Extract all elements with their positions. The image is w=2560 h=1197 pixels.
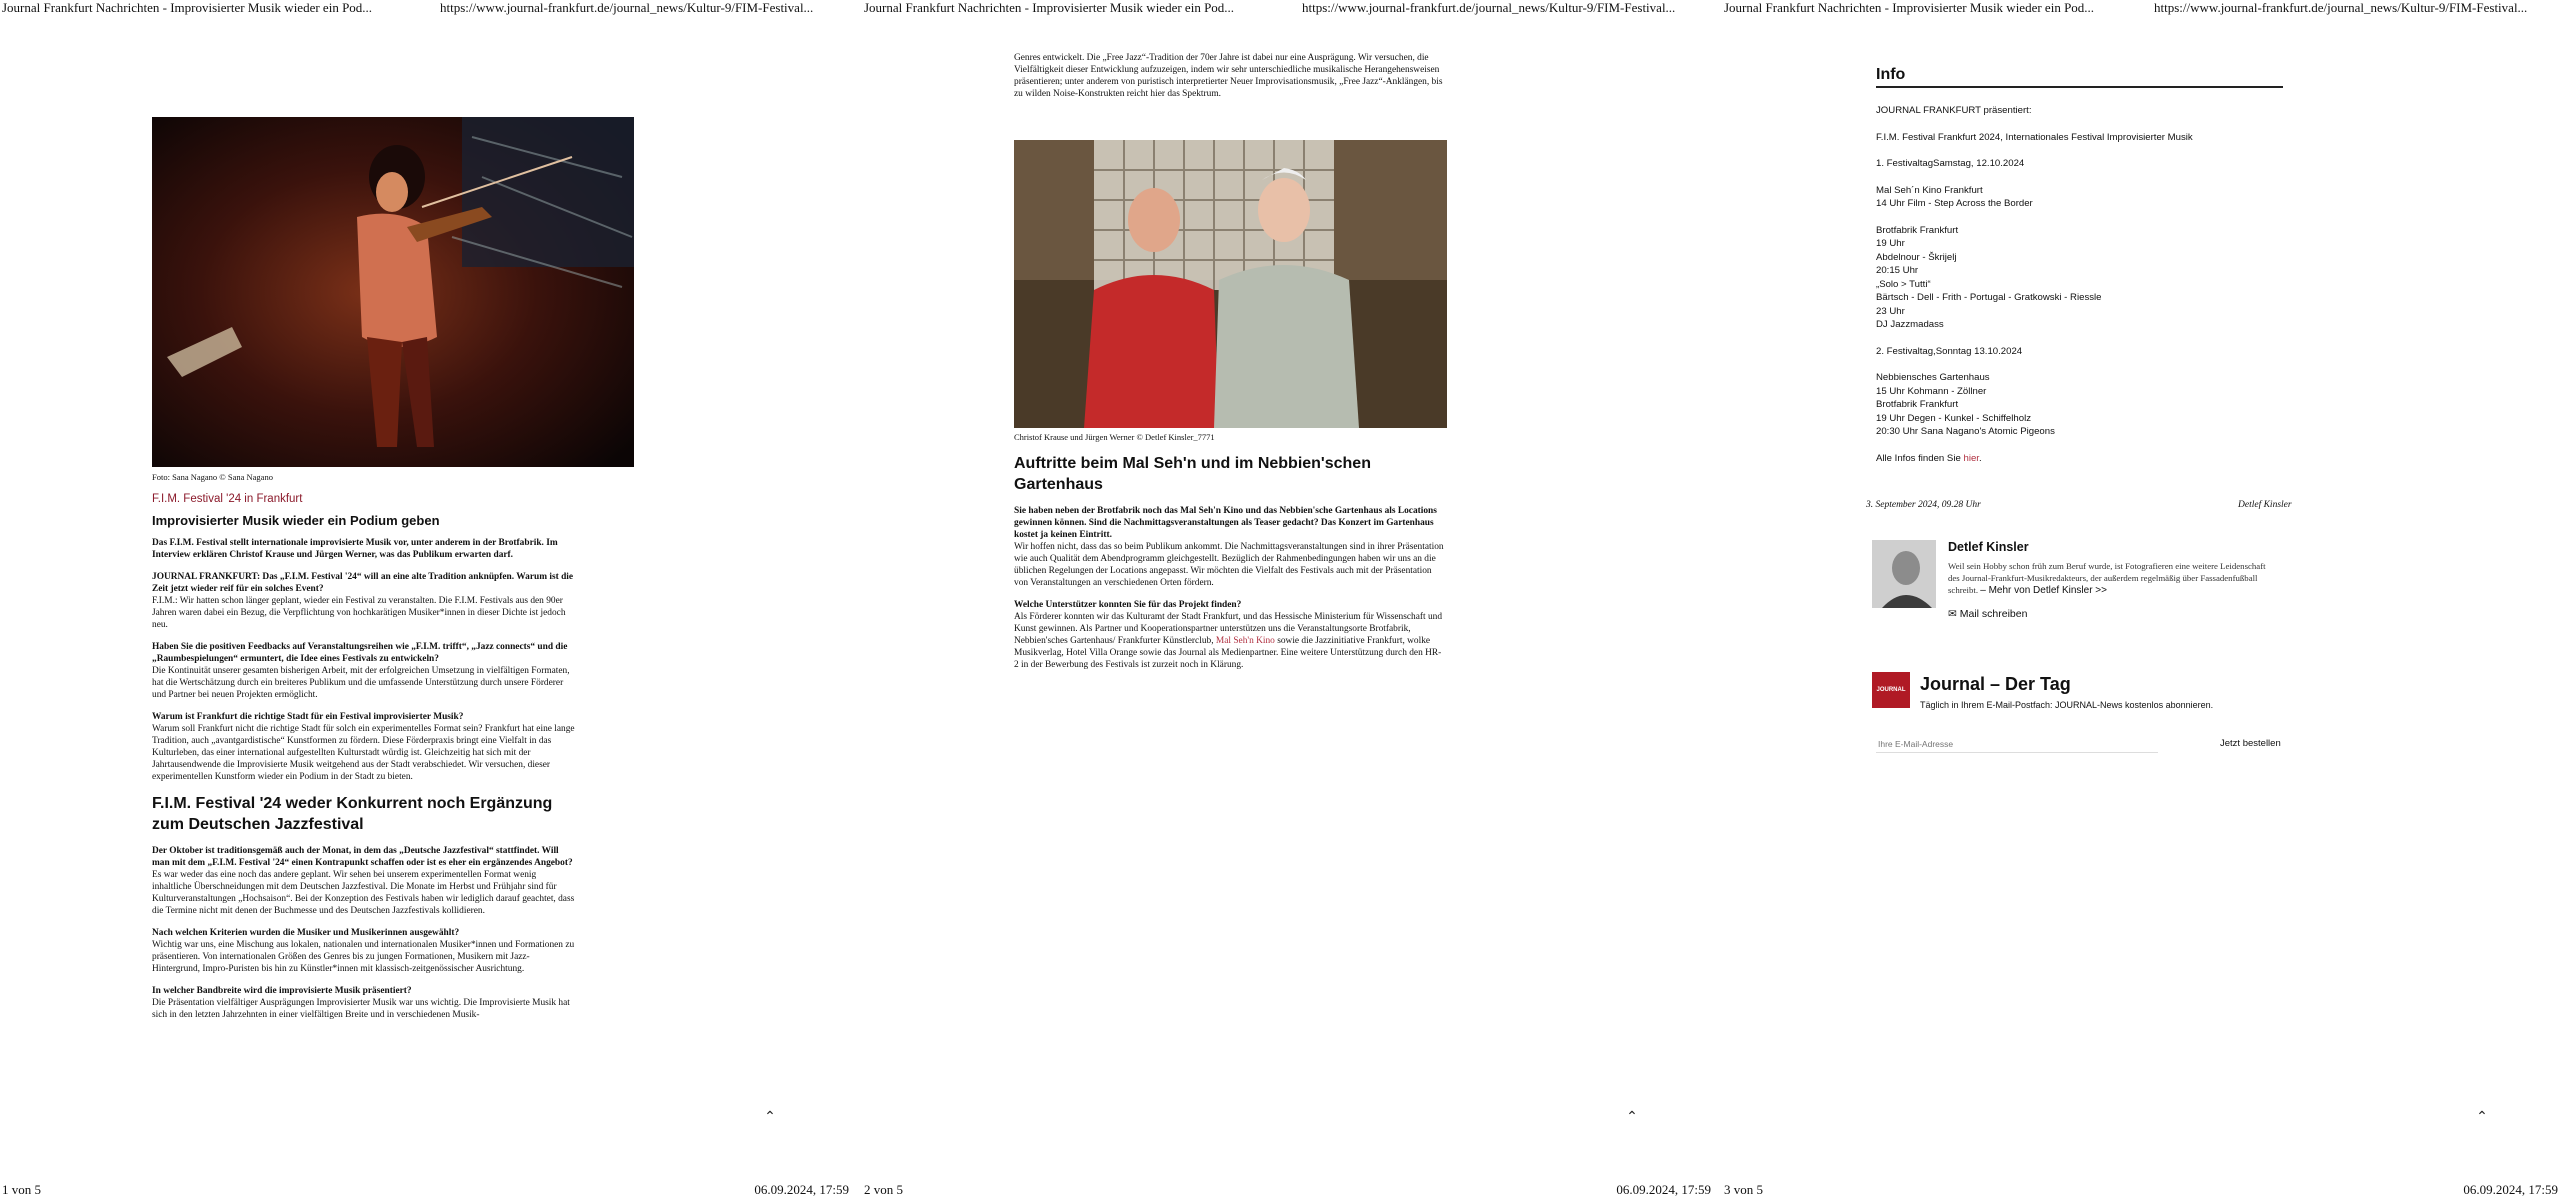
mal-sehn-kino-link[interactable]: Mal Seh'n Kino bbox=[1215, 636, 1275, 646]
print-page-1 bbox=[0, 0, 853, 1197]
info-block bbox=[1876, 184, 2296, 211]
newsletter-subtitle: Täglich in Ihrem E-Mail-Postfach: JOURNAL-News kostenlos abonnieren. bbox=[1920, 700, 2214, 710]
qa-block bbox=[152, 641, 577, 701]
answer: Warum soll Frankfurt nicht die richtige Stadt für solch ein experimentelles Format sein? Frankfurt hat eine lange Tradition, auch „avantgardistische“ Kunstformen zu fördern. Diese Förderpraxis bringt eine Vielfalt in das Kulturleben, das einer international aufgestellten Kulturstadt würdig ist. Gleichzeitig hat sich mit der Jahrtausendwende die Improvisierte Musik weitgehend aus der Stadt verabschiedet. Wir versuchen, dieser experimentellen Kunstform wieder ein Podium in der Stadt zu bieten. bbox=[152, 724, 575, 782]
print-date: 06.09.2024, 17:59 bbox=[754, 1182, 849, 1197]
article-photo-krause-werner bbox=[1014, 140, 1447, 428]
author-mail-label: Mail schreiben bbox=[1959, 608, 2028, 620]
info-box-title: Info bbox=[1876, 66, 1906, 83]
print-footer bbox=[862, 1182, 1715, 1197]
answer: Als Förderer konnten wir das Kulturamt der Stadt Frankfurt, und das Hessische Ministerium für Wissenschaft und Kunst gewinnen. Als Partner und Kooperationspartner unterstützen uns die Veranstaltungsorte Brotfabrik, Nebbien'sches Gartenhaus/ Frankfurter Künstlerclub, bbox=[1014, 612, 1443, 646]
print-header-title: Journal Frankfurt Nachrichten - Improvisierter Musik wieder ein Pod... bbox=[1724, 0, 2095, 15]
print-date: 06.09.2024, 17:59 bbox=[2463, 1182, 2558, 1197]
info-line: 20:30 Uhr Sana Nagano's Atomic Pigeons bbox=[1876, 426, 2055, 437]
info-line: JOURNAL FRANKFURT präsentiert: bbox=[1876, 105, 2032, 116]
article-section-heading: Auftritte beim Mal Seh'n und im Nebbien'schen Gartenhaus bbox=[1014, 455, 1371, 493]
info-line: DJ Jazzmadass bbox=[1876, 319, 1944, 330]
info-line: Mal Seh´n Kino Frankfurt bbox=[1876, 184, 1983, 196]
info-line: 23 Uhr bbox=[1876, 305, 1905, 317]
page-number: 1 von 5 bbox=[2, 1182, 41, 1197]
print-footer bbox=[1724, 1182, 2560, 1197]
info-block bbox=[1876, 224, 2296, 332]
print-page-3 bbox=[1724, 0, 2560, 1197]
article-column-2-intro bbox=[1014, 52, 1444, 110]
print-header-url: https://www.journal-frankfurt.de/journal_news/Kultur-9/FIM-Festival... bbox=[2154, 0, 2528, 15]
article-column-2 bbox=[1014, 431, 1444, 681]
qa-block bbox=[1014, 505, 1444, 589]
question: Welche Unterstützer konnten Sie für das Projekt finden? bbox=[1014, 600, 1242, 610]
info-block bbox=[1876, 345, 2296, 359]
info-line: Brotfabrik Frankfurt bbox=[1876, 399, 1959, 410]
qa-block bbox=[1014, 599, 1444, 671]
print-header-title: Journal Frankfurt Nachrichten - Improvisierter Musik wieder ein Pod... bbox=[2, 0, 373, 15]
question: Warum ist Frankfurt die richtige Stadt für ein Festival improvisierter Musik? bbox=[152, 712, 464, 722]
info-more: Alle Infos finden Sie hier. bbox=[1876, 452, 1982, 464]
info-more-link[interactable]: hier bbox=[1963, 452, 1979, 464]
mail-icon: ✉ bbox=[1948, 608, 1957, 620]
qa-block bbox=[152, 985, 577, 1021]
author-bio bbox=[1948, 560, 2278, 597]
author-byline[interactable]: Detlef Kinsler bbox=[2238, 500, 2292, 510]
info-more-text: Alle Infos finden Sie bbox=[1876, 452, 1961, 464]
info-line: F.I.M. Festival Frankfurt 2024, Internationales Festival Improvisierter Musik bbox=[1876, 131, 2193, 143]
print-header bbox=[862, 0, 1715, 16]
newsletter-title: Journal – Der Tag bbox=[1920, 674, 2071, 694]
newsletter-submit-button[interactable]: Jetzt bestellen bbox=[2220, 738, 2281, 749]
print-header bbox=[1724, 0, 2560, 16]
question: JOURNAL FRANKFURT: Das „F.I.M. Festival '24“ will an eine alte Tradition anknüpfen. Warum ist die Zeit jetzt wieder reif für ein solches Event? bbox=[152, 572, 574, 594]
print-date: 06.09.2024, 17:59 bbox=[1616, 1182, 1711, 1197]
photo-caption: Foto: Sana Nagano © Sana Nagano bbox=[152, 472, 273, 482]
answer: Wir hoffen nicht, dass das so beim Publikum ankommt. Die Nachmittagsveranstaltungen sind in ihrer Präsentation wie auch Qualität dem Abendprogramm gleichgestellt. Bezüglich der Rahmenbedingungen haben wir uns an die üblichen Regelungen der Locations angepasst. Wir möchten die Vielfalt des Festivals auch mit der Präsentation von Veranstaltungen an verschiedenen Orten fördern. bbox=[1014, 542, 1444, 588]
info-line: „Solo > Tutti“ bbox=[1876, 278, 1931, 290]
info-block bbox=[1876, 104, 2296, 118]
intro-text: Genres entwickelt. Die „Free Jazz“-Tradition der 70er Jahre ist dabei nur eine Ausprägung. Wir versuchen, die Vielfältigkeit dieser Entwicklung aufzuzeigen, indem wir sehr unterschiedliche musikalische Herangehensweisen präsentieren; unter anderem von puristisch interpretierter Neuer Improvisationsmusik, „Free Jazz“-Anklängen, bis zu wilden Noise-Konstrukten reicht hier das Spektrum. bbox=[1014, 53, 1443, 99]
author-avatar bbox=[1872, 540, 1936, 608]
question: Haben Sie die positiven Feedbacks auf Veranstaltungsreihen wie „F.I.M. trifft“, „Jazz connects“ und die „Raumbespielungen“ ermuntert, die Idee eines Festivals zu entwickeln? bbox=[152, 642, 568, 664]
newsletter-logo: JOURNAL bbox=[1872, 672, 1910, 708]
article-lead: Das F.I.M. Festival stellt internationale improvisierte Musik vor, unter anderem in der Brotfabrik. Im Interview erklären Christof Krause und Jürgen Werner, was das Publikum erwarten darf. bbox=[152, 538, 558, 560]
print-footer bbox=[0, 1182, 853, 1197]
author-more-link[interactable]: – Mehr von Detlef Kinsler >> bbox=[1980, 585, 2107, 596]
qa-block bbox=[152, 571, 577, 631]
qa-block bbox=[152, 845, 577, 917]
author-bio-text: Weil sein Hobby schon früh zum Beruf wurde, ist Fotografieren eine weitere Leidenschaft des Journal-Frankfurt-Musikredakteurs, der außerdem regelmäßig über Fassadenfußball schreibt. bbox=[1948, 561, 2266, 595]
scroll-top-icon[interactable]: ⌃ bbox=[1626, 1110, 1638, 1125]
scroll-top-icon[interactable]: ⌃ bbox=[2476, 1110, 2488, 1125]
info-line: 19 Uhr Degen - Kunkel - Schiffelholz bbox=[1876, 412, 2032, 424]
article-subheadline: F.I.M. Festival '24 weder Konkurrent noch Ergänzung zum Deutschen Jazzfestival bbox=[152, 795, 553, 833]
violinist-photo bbox=[152, 117, 634, 467]
newsletter-email-input[interactable] bbox=[1876, 736, 2158, 753]
author-name[interactable]: Detlef Kinsler bbox=[1948, 540, 2029, 554]
print-header-url: https://www.journal-frankfurt.de/journal_news/Kultur-9/FIM-Festival... bbox=[1302, 0, 1676, 15]
info-block bbox=[1876, 157, 2296, 171]
page-number: 2 von 5 bbox=[864, 1182, 903, 1197]
publish-date: 3. September 2024, 09.28 Uhr bbox=[1866, 500, 1981, 510]
qa-block bbox=[152, 711, 577, 783]
print-header-title: Journal Frankfurt Nachrichten - Improvisierter Musik wieder ein Pod... bbox=[864, 0, 1235, 15]
question: Der Oktober ist traditionsgemäß auch der Monat, in dem das „Deutsche Jazzfestival“ stattfindet. Will man mit dem „F.I.M. Festival '24“ einen Kontrapunkt schaffen oder ist es eher ein ergänzendes Angebot? bbox=[152, 846, 573, 868]
answer: sowie die Jazzinitiative Frankfurt, wolke Musikverlag, Hotel Villa Orange sowie das Journal als Medienpartner. Eine weitere Unterstützung durch den HR-2 in der Bewerbung des Festivals ist zurzeit noch in Klärung. bbox=[1014, 636, 1442, 670]
newsletter-form bbox=[1876, 736, 2296, 754]
print-page-2 bbox=[862, 0, 1715, 1197]
article-headline: Improvisierter Musik wieder ein Podium geben bbox=[152, 513, 440, 528]
photo-caption: Christof Krause und Jürgen Werner © Detlef Kinsler_7771 bbox=[1014, 432, 1215, 442]
duo-photo bbox=[1014, 140, 1447, 428]
info-line: 15 Uhr Kohmann - Zöllner bbox=[1876, 385, 1987, 397]
question: Nach welchen Kriterien wurden die Musiker und Musikerinnen ausgewählt? bbox=[152, 928, 460, 938]
info-box bbox=[1876, 104, 2296, 478]
info-line: 1. FestivaltagSamstag, 12.10.2024 bbox=[1876, 158, 2025, 169]
info-line: 14 Uhr Film - Step Across the Border bbox=[1876, 198, 2033, 209]
info-line: 2. Festivaltag,Sonntag 13.10.2024 bbox=[1876, 345, 2023, 357]
author-portrait bbox=[1872, 540, 1936, 608]
question: Sie haben neben der Brotfabrik noch das Mal Seh'n Kino und das Nebbien'sche Gartenhaus als Locations gewinnen können. Sind die Nachmittagsveranstaltungen als Teaser gedacht? Das Konzert im Gartenhaus kostet ja keinen Eintritt. bbox=[1014, 506, 1437, 540]
print-header bbox=[0, 0, 853, 16]
qa-block bbox=[152, 927, 577, 975]
answer: Die Präsentation vielfältiger Ausprägungen Improvisierter Musik war uns wichtig. Die Improvisierte Musik hat sich in den letzten Jahrzehnten in einer vielfältigen Breite und in verschiedenen Musik- bbox=[152, 998, 570, 1020]
article-photo-violinist bbox=[152, 117, 634, 467]
info-line: 20:15 Uhr bbox=[1876, 265, 1919, 276]
print-header-url: https://www.journal-frankfurt.de/journal_news/Kultur-9/FIM-Festival... bbox=[440, 0, 814, 15]
info-line: Brotfabrik Frankfurt bbox=[1876, 224, 1959, 236]
scroll-top-icon[interactable]: ⌃ bbox=[764, 1110, 776, 1125]
info-block bbox=[1876, 371, 2296, 439]
article-column-1 bbox=[152, 471, 577, 1031]
info-line: 19 Uhr bbox=[1876, 238, 1905, 249]
answer: Die Kontinuität unserer gesamten bisherigen Arbeit, mit der erfolgreichen Umsetzung in vielfältigen Formaten, hat die Wertschätzung durch ein breiteres Publikum und die umfassende Unterstützung durch unsere Förderer und Partner bei neuen Projekten ermöglicht. bbox=[152, 666, 570, 700]
info-box-rule bbox=[1876, 86, 2283, 88]
info-block bbox=[1876, 131, 2296, 145]
info-line: Nebbiensches Gartenhaus bbox=[1876, 372, 1990, 383]
answer: Es war weder das eine noch das andere geplant. Wir sehen bei unserem experimentellen Format wenig inhaltliche Überschneidungen mit dem Deutschen Jazzfestival. Die Monate im Herbst und Frühjahr sind für Kulturveranstaltungen „Hochsaison“. Bei der Konzeption des Festivals haben wir lediglich darauf geachtet, dass die Termine nicht mit denen der Buchmesse und des Deutschen Jazzfestivals kollidieren. bbox=[152, 870, 575, 916]
info-line: Bärtsch - Dell - Frith - Portugal - Gratkowski - Riessle bbox=[1876, 292, 2102, 303]
answer: F.I.M.: Wir hatten schon länger geplant, wieder ein Festival zu veranstalten. Die F.I.M. Festivals aus den 90er Jahren waren dabei ein Bezug, die Verpflichtung von hochkarätigen Musiker*innen in dieser Dichte ist jedoch neu. bbox=[152, 596, 566, 630]
author-box bbox=[1872, 540, 2292, 630]
article-kicker: F.I.M. Festival '24 in Frankfurt bbox=[152, 493, 303, 505]
page-number: 3 von 5 bbox=[1724, 1182, 1763, 1197]
info-line: Abdelnour - Škrijelj bbox=[1876, 251, 1957, 263]
author-mail-link[interactable] bbox=[1948, 608, 2027, 620]
answer: Wichtig war uns, eine Mischung aus lokalen, nationalen und internationalen Musiker*innen und Formationen zu präsentieren. Von internationalen Größen des Genres bis zu jungen Formationen, Musikern mit Jazz-Hintergrund, Impro-Puristen bis hin zu Künstler*innen mit klassisch-zeitgenössischer Ausrichtung. bbox=[152, 940, 575, 974]
question: In welcher Bandbreite wird die improvisierte Musik präsentiert? bbox=[152, 986, 412, 996]
